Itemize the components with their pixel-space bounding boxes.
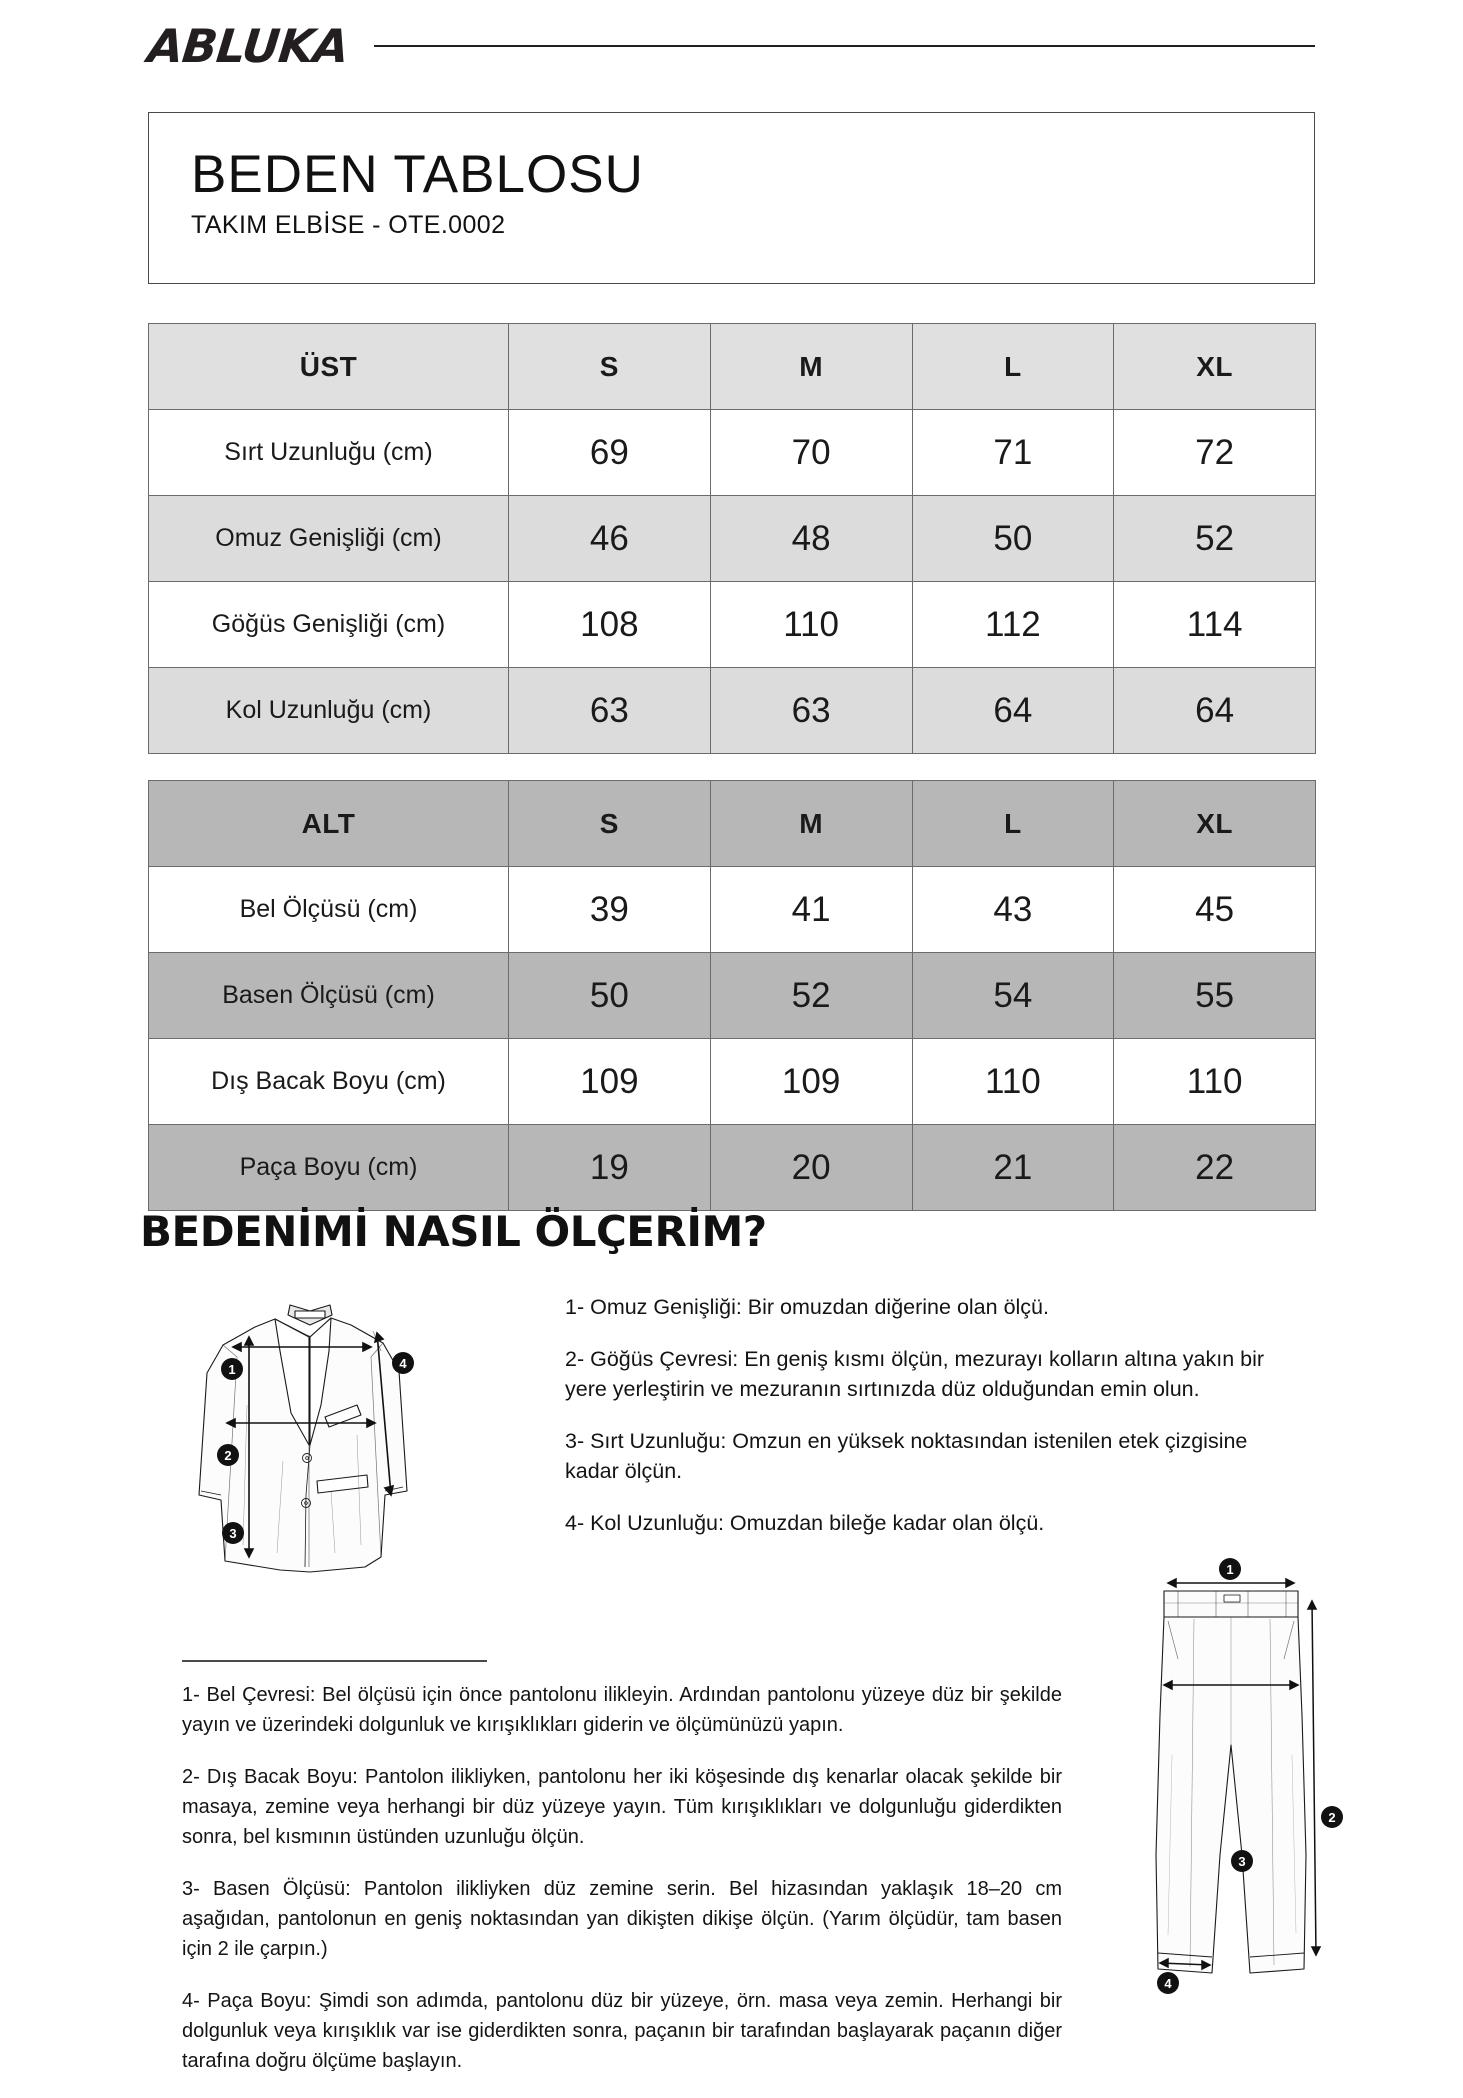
cell-value: 39 [509,867,711,953]
size-table-upper [148,323,1316,754]
cell-value: 52 [1114,496,1316,582]
svg-text:4: 4 [399,1356,407,1371]
table-lower-header-cell-1: S [509,781,711,867]
cell-value: 21 [912,1125,1114,1211]
pants-notes-divider [182,1660,487,1662]
cell-value: 55 [1114,953,1316,1039]
svg-text:3: 3 [1238,1854,1246,1869]
cell-value: 48 [710,496,912,582]
cell-value: 64 [912,668,1114,754]
cell-value: 110 [1114,1039,1316,1125]
table-upper-body [149,410,1316,754]
row-label: Basen Ölçüsü (cm) [149,953,509,1039]
svg-text:1: 1 [1226,1562,1234,1577]
jacket-marker-3 [222,1522,244,1544]
row-label: Kol Uzunluğu (cm) [149,668,509,754]
page-header [0,0,1463,92]
table-upper-header-cell-2: M [710,324,912,410]
table-lower-header-cell-2: M [710,781,912,867]
cell-value: 50 [509,953,711,1039]
pants-note-2: 2- Dış Bacak Boyu: Pantolon ilikliyken, pantolonu her iki köşesinde dış kenarlar olacak şekilde bir masaya, zemine veya herhangi bir düz yüzeye yayın. Tüm kırışıklıkları ve dolgunluğu giderdikten sonra, bel kısmının üstünden uzunluğu ölçün. [182,1765,1062,1848]
jacket-note-3: 3- Sırt Uzunluğu: Omzun en yüksek noktasından istenilen etek çizgisine kadar ölçün. [565,1428,1248,1484]
cell-value: 110 [710,582,912,668]
cell-value: 69 [509,410,711,496]
cell-value: 70 [710,410,912,496]
row-label: Bel Ölçüsü (cm) [149,867,509,953]
pants-marker-3 [1231,1850,1253,1872]
svg-text:2: 2 [224,1448,232,1463]
cell-value: 72 [1114,410,1316,496]
svg-text:3: 3 [229,1526,237,1541]
cell-value: 50 [912,496,1114,582]
row-label: Paça Boyu (cm) [149,1125,509,1211]
table-row [149,410,1316,496]
table-lower-header-cell-3: L [912,781,1114,867]
table-upper-header-cell-0: ÜST [149,324,509,410]
table-row [149,953,1316,1039]
cell-value: 19 [509,1125,711,1211]
pants-marker-2 [1321,1806,1343,1828]
table-row [149,1125,1316,1211]
jacket-marker-4 [392,1352,414,1374]
jacket-measure-notes [565,1292,1290,1559]
table-lower-body [149,867,1316,1211]
svg-text:2: 2 [1328,1810,1336,1825]
pants-note-4: 4- Paça Boyu: Şimdi son adımda, pantolonu düz bir yüzeye, örn. masa veya zemin. Herhangi bir dolgunluk veya kırışıklık var ise giderdikten sonra, paçanın bir tarafından başlayarak paçanın diğer tarafına doğru ölçüme başlayın. [182,1989,1062,2072]
brand-logo-text: ABLUKA [145,19,351,73]
table-upper-header-cell-3: L [912,324,1114,410]
cell-value: 114 [1114,582,1316,668]
table-row [149,1039,1316,1125]
cell-value: 71 [912,410,1114,496]
cell-value: 63 [710,668,912,754]
jacket-illustration [185,1295,435,1585]
pants-illustration [1120,1555,1350,2005]
table-row [149,668,1316,754]
row-label: Dış Bacak Boyu (cm) [149,1039,509,1125]
cell-value: 64 [1114,668,1316,754]
table-header-row [149,324,1316,410]
cell-value: 45 [1114,867,1316,953]
cell-value: 46 [509,496,711,582]
table-upper-head [149,324,1316,410]
table-lower-header-cell-4: XL [1114,781,1316,867]
page-title: BEDEN TABLOSU [191,145,644,204]
table-upper-header-cell-1: S [509,324,711,410]
svg-text:1: 1 [228,1362,236,1377]
table-lower-header-cell-0: ALT [149,781,509,867]
pants-marker-1 [1219,1558,1241,1580]
table-header-row [149,781,1316,867]
jacket-marker-2 [217,1444,239,1466]
cell-value: 22 [1114,1125,1316,1211]
pants-measure-notes [182,1660,1062,2098]
cell-value: 112 [912,582,1114,668]
row-label: Omuz Genişliği (cm) [149,496,509,582]
page-subtitle: TAKIM ELBİSE - OTE.0002 [191,210,506,239]
cell-value: 20 [710,1125,912,1211]
cell-value: 54 [912,953,1114,1039]
pants-marker-4 [1157,1972,1179,1994]
pants-note-1: 1- Bel Çevresi: Bel ölçüsü için önce pantolonu ilikleyin. Ardından pantolonu yüzeye düz bir şekilde yayın ve üzerindeki dolgunluk ve kırışıklıkları giderin ve ölçümünüzü yapın. [182,1683,1062,1736]
jacket-note-4: 4- Kol Uzunluğu: Omuzdan bileğe kadar olan ölçü. [565,1510,1045,1535]
cell-value: 110 [912,1039,1114,1125]
brand-logo [145,19,351,73]
table-lower-head [149,781,1316,867]
header-divider-rule [374,45,1315,47]
table-row [149,867,1316,953]
title-box [148,112,1315,284]
jacket-marker-1 [221,1358,243,1380]
row-label: Göğüs Genişliği (cm) [149,582,509,668]
cell-value: 109 [710,1039,912,1125]
jacket-note-1: 1- Omuz Genişliği: Bir omuzdan diğerine olan ölçü. [565,1295,1049,1319]
cell-value: 63 [509,668,711,754]
cell-value: 41 [710,867,912,953]
cell-value: 109 [509,1039,711,1125]
size-table-lower [148,780,1316,1211]
cell-value: 52 [710,953,912,1039]
table-upper-header-cell-4: XL [1114,324,1316,410]
row-label: Sırt Uzunluğu (cm) [149,410,509,496]
pants-note-3: 3- Basen Ölçüsü: Pantolon ilikliyken düz zemine serin. Bel hizasından yaklaşık 18–20 cm aşağıdan, pantolonun en geniş noktasından yan dikişten dikişe ölçün. (Yarım ölçüdür, tam basen için 2 ile çarpın.) [182,1877,1062,1960]
howto-section-heading: BEDENİMİ NASIL ÖLÇERİM? [140,1207,767,1256]
jacket-note-2: 2- Göğüs Çevresi: En geniş kısmı ölçün, mezurayı kolların altına yakın bir yere yerleştirin ve mezuranın sırtınızda düz olduğundan emin olun. [565,1346,1265,1402]
table-row [149,496,1316,582]
svg-text:4: 4 [1164,1976,1172,1991]
cell-value: 108 [509,582,711,668]
table-row [149,582,1316,668]
cell-value: 43 [912,867,1114,953]
